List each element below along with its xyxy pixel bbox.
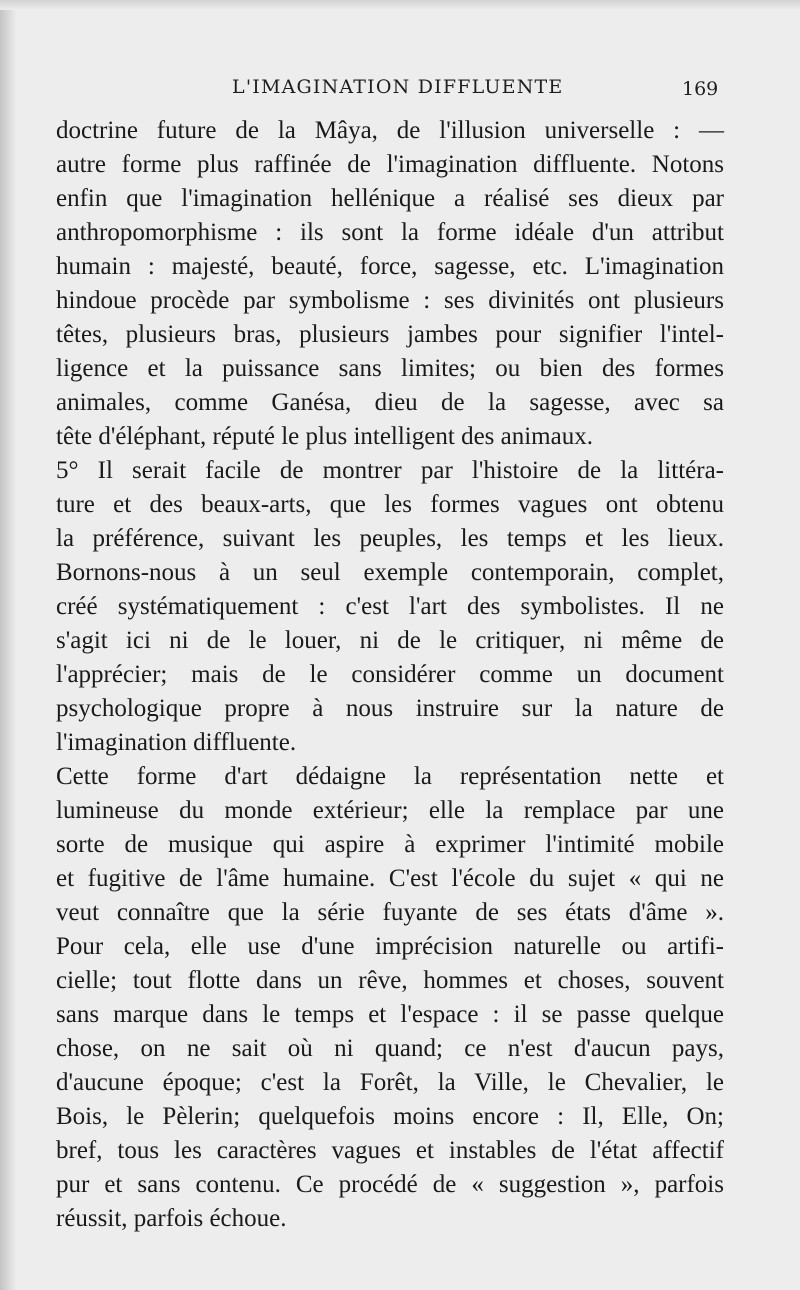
text-line: la préférence, suivant les peuples, les temps et les lieux.	[56, 525, 724, 552]
page-number: 169	[682, 78, 719, 100]
text-line: pur et sans contenu. Ce procédé de « suggestion », parfois	[56, 1171, 724, 1198]
text-line: Cette forme d'art dédaigne la représentation nette et	[56, 763, 724, 790]
text-line: sans marque dans le temps et l'espace : il se passe quelque	[56, 1001, 724, 1028]
text-line: hindoue procède par symbolisme : ses divinités ont plusieurs	[56, 287, 724, 314]
text-line: bref, tous les caractères vagues et instables de l'état affectif	[56, 1137, 724, 1164]
text-line: doctrine future de la Mâya, de l'illusion universelle : —	[56, 117, 724, 144]
text-line: sorte de musique qui aspire à exprimer l'intimité mobile	[56, 831, 724, 858]
text-line: tête d'éléphant, réputé le plus intelligent des animaux.	[56, 423, 593, 450]
text-line: l'apprécier; mais de le considérer comme un document	[56, 661, 724, 688]
text-line: 5° Il serait facile de montrer par l'histoire de la littéra-	[56, 457, 724, 484]
text-line: Bornons-nous à un seul exemple contemporain, complet,	[56, 559, 724, 586]
text-line: psychologique propre à nous instruire sur la nature de	[56, 695, 724, 722]
text-line: chose, on ne sait où ni quand; ce n'est d'aucun pays,	[56, 1035, 724, 1062]
text-line: animales, comme Ganésa, dieu de la sagesse, avec sa	[56, 389, 724, 416]
text-line: têtes, plusieurs bras, plusieurs jambes pour signifier l'intel-	[56, 321, 724, 348]
text-line: autre forme plus raffinée de l'imagination diffluente. Notons	[56, 151, 724, 178]
running-head: L'IMAGINATION DIFFLUENTE	[232, 76, 564, 98]
text-line: l'imagination diffluente.	[56, 729, 297, 756]
text-line: s'agit ici ni de le louer, ni de le critiquer, ni même de	[56, 627, 724, 654]
text-line: Bois, le Pèlerin; quelquefois moins encore : Il, Elle, On;	[56, 1103, 724, 1130]
body-text	[56, 114, 724, 1236]
text-line: ligence et la puissance sans limites; ou bien des formes	[56, 355, 724, 382]
page-top-shade	[0, 0, 800, 10]
text-line: et fugitive de l'âme humaine. C'est l'école du sujet « qui ne	[56, 865, 724, 892]
page-gutter-shadow	[0, 0, 16, 1290]
text-line: réussit, parfois échoue.	[56, 1205, 287, 1232]
text-line: cielle; tout flotte dans un rêve, hommes et choses, souvent	[56, 967, 724, 994]
text-line: veut connaître que la série fuyante de ses états d'âme ».	[56, 899, 724, 926]
text-line: lumineuse du monde extérieur; elle la remplace par une	[56, 797, 724, 824]
text-line: d'aucune époque; c'est la Forêt, la Ville, le Chevalier, le	[56, 1069, 724, 1096]
text-line: créé systématiquement : c'est l'art des symbolistes. Il ne	[56, 593, 724, 620]
text-line: enfin que l'imagination hellénique a réalisé ses dieux par	[56, 185, 724, 212]
text-line: ture et des beaux-arts, que les formes vagues ont obtenu	[56, 491, 724, 518]
text-line: humain : majesté, beauté, force, sagesse, etc. L'imagination	[56, 253, 724, 280]
text-line: Pour cela, elle use d'une imprécision naturelle ou artifi-	[56, 933, 724, 960]
text-line: anthropomorphisme : ils sont la forme idéale d'un attribut	[56, 219, 724, 246]
page-header	[0, 76, 800, 106]
